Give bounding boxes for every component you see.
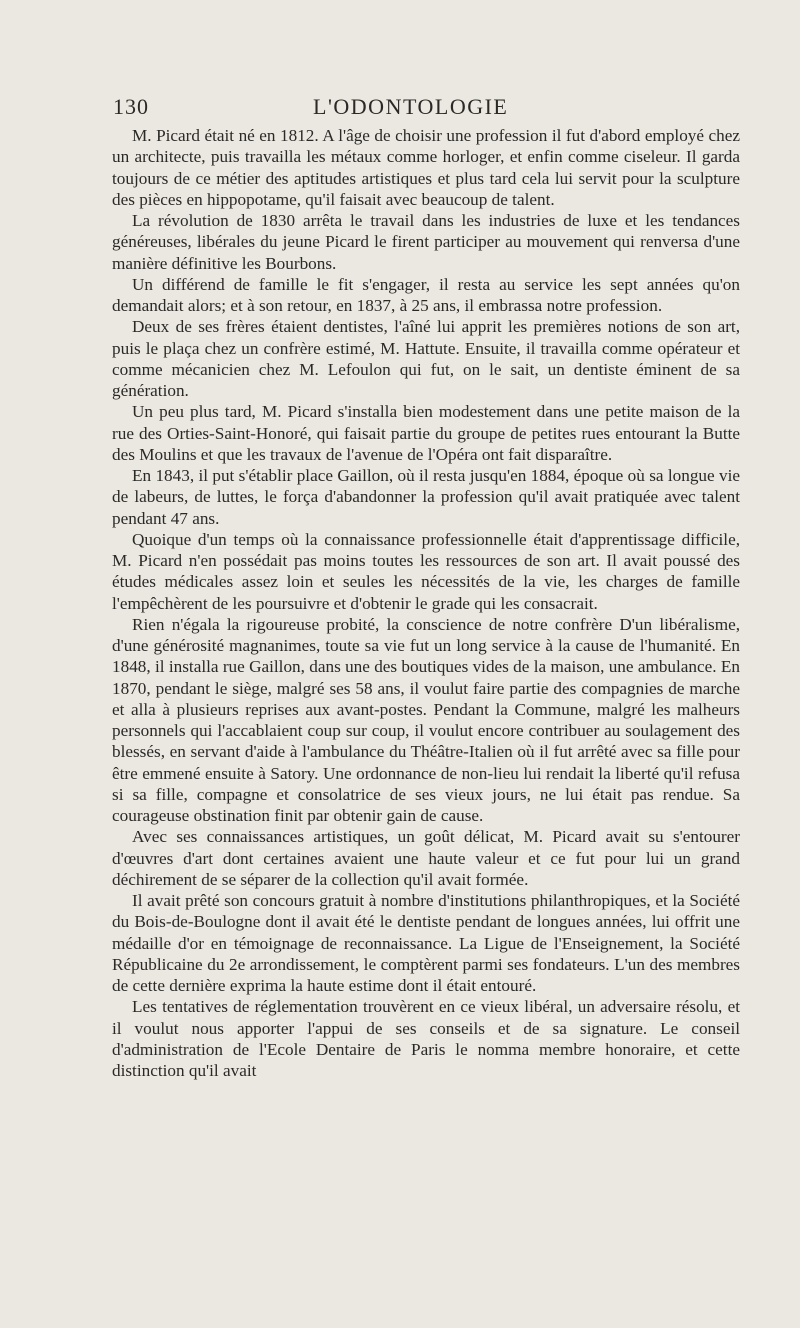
paragraph: Il avait prêté son concours gratuit à nombre d'institutions philanthropiques, et la Société du Bois-de-Boulogne dont il avait été le dentiste pendant de longues années, lui offrit une médaille d'or en témoignage de reconnaissance. La Ligue de l'Enseignement, la Société Républicaine du 2e arrondissement, le comptèrent parmi ses fondateurs. L'un des membres de cette dernière exprima la haute estime dont il était entouré. — [112, 891, 740, 995]
running-head: L'ODONTOLOGIE — [313, 94, 509, 119]
paragraph: Deux de ses frères étaient dentistes, l'aîné lui apprit les premières notions de son art, puis le plaça chez un confrère estimé, M. Hattute. Ensuite, il travailla comme opérateur et comme mécanicien chez M. Lefoulon qui fut, on le sait, un dentiste éminent de sa génération. — [112, 317, 740, 400]
paragraph: La révolution de 1830 arrêta le travail dans les industries de luxe et les tendances généreuses, libérales du jeune Picard le firent participer au mouvement qui renversa d'une manière définitive les Bourbons. — [112, 211, 740, 273]
paragraph: Quoique d'un temps où la connaissance professionnelle était d'apprentissage difficile, M. Picard n'en possédait pas moins toutes les ressources de son art. Il avait poussé des études médicales assez loin et seules les nécessités de la vie, les charges de famille l'empêchèrent de les poursuivre et d'obtenir le grade qui les consacrait. — [112, 529, 740, 613]
paragraph: Avec ses connaissances artistiques, un goût délicat, M. Picard avait su s'entourer d'œuvres d'art dont certaines avaient une haute valeur et ce fut pour lui un grand déchirement de se séparer de la collection qu'il avait formée. — [112, 827, 740, 889]
paragraph: M. Picard était né en 1812. A l'âge de choisir une profession il fut d'abord employé chez un architecte, puis travailla les métaux comme horloger, et enfin comme ciseleur. Il garda toujours de ce métier des aptitudes artistiques et plus tard cela lui servit pour la sculpture des pièces en hippopotame, qu'il faisait avec beaucoup de talent. — [112, 126, 740, 209]
paragraph: En 1843, il put s'établir place Gaillon, où il resta jusqu'en 1884, époque où sa longue vie de labeurs, de luttes, le força d'abandonner la profession qu'il avait pratiquée avec talent pendant 47 ans. — [112, 466, 740, 528]
page-number: 130 — [113, 94, 149, 119]
body-text — [112, 125, 740, 1081]
paragraph: Un différend de famille le fit s'engager, il resta au service les sept années qu'on demandait alors; et à son retour, en 1837, à 25 ans, il embrassa notre profession. — [112, 274, 740, 315]
paragraph: Rien n'égala la rigoureuse probité, la conscience de notre confrère D'un libéralisme, d'une générosité magnanimes, toute sa vie fut un long service à la cause de l'humanité. En 1848, il installa rue Gaillon, dans une des boutiques vides de la maison, une ambulance. En 1870, pendant le siège, malgré ses 58 ans, il voulut faire partie des compagnies de marche et alla à plusieurs reprises aux avant-postes. Pendant la Commune, malgré les malheurs personnels qui l'accablaient coup sur coup, il voulut encore contribuer au soulagement des blessés, en servant d'aide à l'ambulance du Théâtre-Italien où il fut arrêté avec sa fille pour être emmené ensuite à Satory. Une ordonnance de non-lieu lui rendait la liberté qu'il refusa si sa fille, compagne et consolatrice de ses vieux jours, ne lui était pas rendue. Sa courageuse obstination finit par obtenir gain de cause. — [112, 614, 740, 825]
paragraph: Un peu plus tard, M. Picard s'installa bien modestement dans une petite maison de la rue des Orties-Saint-Honoré, qui faisait partie du groupe de petites rues entourant la Butte des Moulins et que les travaux de l'avenue de l'Opéra ont fait disparaître. — [112, 402, 740, 464]
page-header — [113, 94, 735, 124]
paragraph: Les tentatives de réglementation trouvèrent en ce vieux libéral, un adversaire résolu, et il voulut nous apporter l'appui de ses conseils et de sa signature. Le conseil d'administration de l'Ecole Dentaire de Paris le nomma membre honoraire, et cette distinction qu'il avait — [112, 997, 740, 1080]
